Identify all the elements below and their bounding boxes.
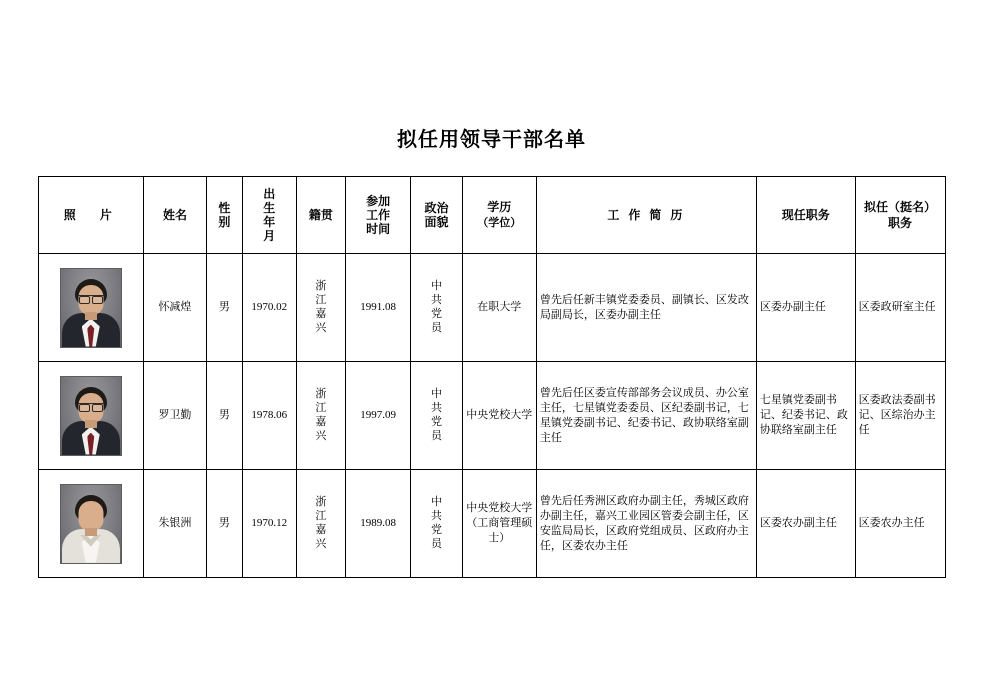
col-header-education: [462, 177, 536, 254]
cell-origin-text: 浙江嘉兴: [315, 280, 327, 334]
col-header-proposed-post-sub: 职务: [888, 216, 913, 230]
table-header-row: [38, 177, 945, 254]
cell-current-post: 区委办副主任: [756, 254, 855, 362]
cell-proposed-post: 区委农办主任: [855, 470, 945, 578]
col-header-name: 姓名: [144, 177, 207, 254]
cell-photo: [38, 362, 144, 470]
col-header-education-label: 学历: [487, 200, 512, 214]
page-title: 拟任用领导干部名单: [397, 129, 586, 151]
col-header-gender: [206, 177, 242, 254]
cell-education: 在职大学: [462, 254, 536, 362]
cell-education: 中央党校大学: [462, 362, 536, 470]
cell-resume: 曾先后任区委宣传部部务会议成员、办公室主任，七星镇党委委员、区纪委副书记，七星镇党委副书记、纪委书记、政协联络室副主任: [536, 362, 756, 470]
cell-origin-text: 浙江嘉兴: [315, 388, 327, 442]
cell-political: [411, 254, 463, 362]
cell-birth: 1978.06: [242, 362, 296, 470]
col-header-political: [411, 177, 463, 254]
portrait-photo-icon: [60, 484, 122, 564]
cell-origin: [296, 470, 345, 578]
col-header-political-label: 政治面貌: [424, 200, 449, 229]
cell-proposed-post: 区委政法委副书记、区综治办主任: [855, 362, 945, 470]
table-row: [38, 362, 945, 470]
col-header-resume: 工 作 简 历: [536, 177, 756, 254]
cell-origin: [296, 362, 345, 470]
table-row: [38, 470, 945, 578]
cell-name: 罗卫勤: [144, 362, 207, 470]
cell-current-post: 七星镇党委副书记、纪委书记、政协联络室副主任: [756, 362, 855, 470]
cell-political-text: 中共党员: [430, 388, 442, 442]
cell-work-start: 1997.09: [346, 362, 411, 470]
cell-political-text: 中共党员: [430, 280, 442, 334]
cell-current-post: 区委农办副主任: [756, 470, 855, 578]
cell-political: [411, 362, 463, 470]
col-header-birth: [242, 177, 296, 254]
cell-origin-text: 浙江嘉兴: [315, 496, 327, 550]
col-header-gender-label: 性别: [218, 200, 231, 229]
roster-table-wrapper: [38, 176, 946, 578]
cell-origin: [296, 254, 345, 362]
col-header-work-start: [346, 177, 411, 254]
cell-name: 朱银洲: [144, 470, 207, 578]
cell-gender: 男: [206, 254, 242, 362]
cell-resume: 曾先后任秀洲区政府办副主任，秀城区政府办副主任，嘉兴工业园区管委会副主任，区安监局局长，区政府党组成员、区政府办主任，区委农办主任: [536, 470, 756, 578]
cell-political: [411, 470, 463, 578]
cell-birth: 1970.02: [242, 254, 296, 362]
col-header-proposed-post-label: 拟任（挺名）: [864, 200, 937, 214]
col-header-photo: 照 片: [38, 177, 144, 254]
cell-proposed-post: 区委政研室主任: [855, 254, 945, 362]
portrait-photo-icon: [60, 376, 122, 456]
col-header-work-start-label: 参加工作时间: [366, 193, 391, 236]
col-header-origin: 籍贯: [296, 177, 345, 254]
roster-table: [38, 176, 946, 578]
col-header-education-sub: （学位）: [477, 217, 522, 229]
col-header-proposed-post: [855, 177, 945, 254]
cell-photo: [38, 470, 144, 578]
cell-name: 怀减煌: [144, 254, 207, 362]
cell-gender: 男: [206, 470, 242, 578]
cell-work-start: 1991.08: [346, 254, 411, 362]
cell-resume: 曾先后任新丰镇党委委员、副镇长、区发改局副局长，区委办副主任: [536, 254, 756, 362]
portrait-photo-icon: [60, 268, 122, 348]
cell-photo: [38, 254, 144, 362]
table-row: [38, 254, 945, 362]
cell-political-text: 中共党员: [430, 496, 442, 550]
col-header-birth-label: 出生年月: [263, 186, 276, 243]
col-header-current-post: 现任职务: [756, 177, 855, 254]
cell-education: 中央党校大学（工商管理硕士）: [462, 470, 536, 578]
cell-gender: 男: [206, 362, 242, 470]
cell-work-start: 1989.08: [346, 470, 411, 578]
cell-birth: 1970.12: [242, 470, 296, 578]
